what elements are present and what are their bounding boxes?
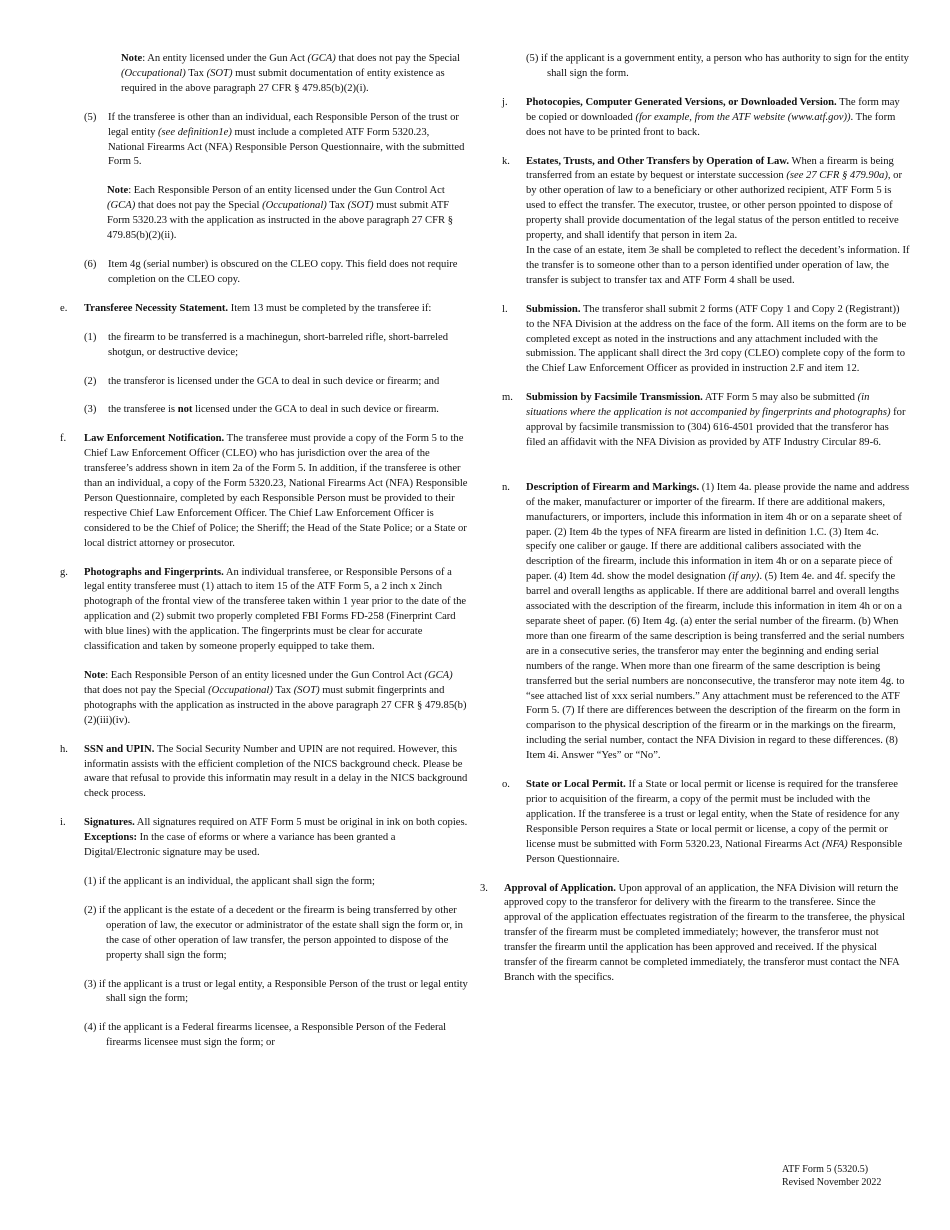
section-l: l. Submission. The transferor shall submit 2 forms (ATF Copy 1 and Copy 2 (Registrant)) to the NFA Division at the address on the face of the form. All items on the form are to be completed except as noted in the instructions and any attachment included with the submission. The applicant shall direct the 3rd copy (CLEO) complete copy of the form to the Chief Law Enforcement Officer as provided in instruction 2.F and item 12.	[502, 303, 907, 375]
section-k: k. Estates, Trusts, and Other Transfers by Operation of Law. When a firearm is being transferred from an estate by bequest or interstate succession (see 27 CFR § 479.90a), or by other operation of law to a beneficiary or other authorized recipient, ATF Form 5 is used to effect the transfer. The executor, trustee, or other person ppointed to dispose of property shall provide documentation of the legal status of the person entitled to receive property, and shall identify that person in item 2a. In the case of an estate, item 3e shall be completed to reflect the decedent’s information. If the transfer is to someone other than to a person identified under operation of law, the transfer is subject to transfer tax and ATF Form 4 shall be used.	[502, 155, 910, 286]
item-e2: (2) the transferor is licensed under the GCA to deal in such device or firearm; and	[84, 375, 440, 387]
note-fingerprints: Note: Each Responsible Person of an entity licesned under the Gun Control Act (GCA) that does not pay the Special (Occupational) Tax (SOT) must submit fingerprints and photographs with the application as instructed in the above paragraph 27 CFR § 479.85(b)(2)(iii)(iv).	[84, 670, 467, 726]
section-f: f. Law Enforcement Notification. The transferee must provide a copy of the Form 5 to the Chief Law Enforcement Officer (CLEO) who has jurisdiction over the area of the transferee’s address shown in item 2a of the Form 5. In addition, if the transferee is other than an individual, a copy of the Form 5320.23, National Firearms Act (NFA) Responsible Person Questionnaire, completed by each Responsible Person must be provided to their respective Chief Law Enforcement Officer. The Chief Law Enforcement Officer is considered to be the Chief of Police; the Sheriff; the Head of the State Police; or a State or local district attorney or prosecutor.	[60, 433, 468, 549]
section-e: e. Transferee Necessity Statement. Item 13 must be completed by the transferee if: (1) the firearm to be transferred is a machinegun, short-barreled rifle, short-barreled shotgun, or destructive device; (2) the transferor is licensed under the GCA to deal in such device or firearm; and (3) the transferee is not licensed under the GCA to deal in such device or firearm.	[60, 302, 468, 419]
section-h: h. SSN and UPIN. The Social Security Number and UPIN are not required. However, this informatin assists with the efficient completion of the NICS background check. Please be aware that refusal to provide this informatin may result in a delay in the NICS background check process.	[60, 743, 468, 800]
section-n: n. Description of Firearm and Markings. (1) Item 4a. please provide the name and address of the maker, manufacturer or importer of the firearm. If there are additional makers, manufacturers, or importers, include this information in item 4h or on a separate sheet of paper. (2) Item 4b the types of NFA firearm are listed in definition 1.C. (3) Item 4c. specify one caliber or gauge. If there are additional calibers associated with the description of the firearm, include this information in item 4h or on a separate piece of paper. (4) Item 4d. show the model designation (if any). (5) Item 4e. and 4f. specify the barrel and overall lengths as applicable. If there are additional barrel and overall lengths associated with the description of the firearm, include this information in item 4h or on a separate sheet of paper. (6) Item 4g. (a) enter the serial number of the firearm. (b) When more than one firearm of the same description is being transferred and the serial numbers are in a consecutive series, the transferor may enter the beginning and ending serial numbers of the range. When more than one firearm of the same description is being transferred but the serial numbers are nonconsecutive, the transferor may note item 4g. to “see attached list of xxx serial numbers.” Any attachment must be referenced to the ATF Form 5. (7) If there are differences between the description of the firearm on the form in comparison to the physical description of the firearm or in the markings on the firearm, including the serial number, contact the NFA Division in regard to these differences. (8) Item 4i. Answer “Yes” or “No”.	[502, 481, 910, 762]
section-g: g. Photographs and Fingerprints. An individual transferee, or Responsible Persons of a legal entity transferee must (1) attach to item 15 of the ATF Form 5, a 2 inch x 2inch photograph of the frontal view of the transferee taken within 1 year prior to the date of the application and (2) submit two properly completed FBI Forms FD-258 (Finerprint Card with blue lines) with the application. The fingerprints must be clear for accurate classification and taken by someone properly equipped to take them. Note: Each Responsible Person of an entity licesned under the Gun Control Act (GCA) that does not pay the Special (Occupational) Tax (SOT) must submit fingerprints and photographs with the application as instructed in the above paragraph 27 CFR § 479.85(b)(2)(iii)(iv).	[60, 566, 468, 729]
item-d6: (6) Item 4g (serial number) is obscured on the CLEO copy. This field does not require completion on the CLEO copy.	[84, 258, 458, 285]
note-responsible-person: Note: Each Responsible Person of an entity licensed under the Gun Control Act (GCA) that does not pay the Special (Occupational) Tax (SOT) must submit ATF Form 5320.23 with the application as instructed in the above paragraph 27 CFR § 479.85(b)(2)(ii).	[107, 185, 453, 242]
section-m: m. Submission by Facsimile Transmission. ATF Form 5 may also be submitted (in situations where the application is not accompanied by fingerprints and photographs) for approval by facsimile transmission to (304) 616-4501 provided that the transferor has filed an affidavit with the NFA Division as provided by ATF Industry Circular 89-6.	[502, 392, 906, 448]
section-3-approval: 3. Approval of Application. Upon approval of an application, the NFA Division will return the approved copy to the transferor for delivery with the firearm to the transferee. Since the approval of the application effectuates registration of the firearm to the transferee, the physical transfer of the firearm must be completed immediately; however, the transferor must not transfer the firearm until the application has been approved and received. If the physical transfer of the firearm cannot be completed immediately, the transferor must contact the NFA Branch with the specifics.	[480, 882, 906, 983]
section-i: i. Signatures. All signatures required on ATF Form 5 must be original in ink on both copies. Exceptions: In the case of eforms or where a variance has been granted a Digital/Electronic signature may be used. (1) if the applicant is an individual, the applicant shall sign the form; (2) if the applicant is the estate of a decedent or the firearm is being transferred by other operation of law, the executor or administrator of the estate shall sign the form or, in the case of other operation of law transfer, the person appointed to dispose of the property shall sign the form; (3) if the applicant is a trust or legal entity, a Responsible Person of the trust or legal entity shall sign the form; (4) if the applicant is a Federal firearms licensee, a Responsible Person of the Federal firearms licensee must sign the form; or	[60, 816, 468, 1051]
revision-date: Revised November 2022	[782, 1177, 882, 1188]
form-number: ATF Form 5 (5320.5)	[782, 1164, 869, 1175]
item-i3: (3) if the applicant is a trust or legal entity, a Responsible Person of the trust or legal entity shall sign the form;	[84, 978, 468, 1005]
item-e3: (3) the transferee is not licensed under the GCA to deal in such device or firearm.	[84, 404, 439, 416]
item-e1: (1) the firearm to be transferred is a machinegun, short-barreled rifle, short-barreled shotgun, or destructive device;	[84, 331, 449, 358]
right-column	[480, 52, 910, 986]
section-o: o. State or Local Permit. If a State or local permit or license is required for the transferee prior to acquisition of the firearm, a copy of the permit must be included with the application. If the transferee is a trust or legal entity, when the State of residence for any Responsible Person requires a State or local permit or license, a copy of the permit or license must be submitted with Form 5320.23, National Firearms Act (NFA) Responsible Person Questionnaire.	[502, 779, 903, 865]
left-column	[60, 52, 468, 1051]
item-d5: (5) If the transferee is other than an individual, each Responsible Person of the trust or legal entity (see definition1e) must include a completed ATF Form 5320.23, National Firearms Act (NFA) Responsible Person Questionnaire, with the submitted Form 5.	[84, 111, 465, 168]
item-i2: (2) if the applicant is the estate of a decedent or the firearm is being transferred by other operation of law, the executor or administrator of the estate shall sign the form or, in the case of other operation of law transfer, the person appointed to dispose of the property shall sign the form;	[84, 904, 463, 961]
form-footer	[782, 1163, 881, 1189]
item-i4: (4) if the applicant is a Federal firearms licensee, a Responsible Person of the Federal firearms licensee must sign the form; or	[84, 1022, 447, 1049]
item-i5: (5) if the applicant is a government entity, a person who has authority to sign for the entity shall sign the form.	[526, 53, 909, 79]
section-j: j. Photocopies, Computer Generated Versions, or Downloaded Version. The form may be copied or downloaded (for example, from the ATF website (www.atf.gov)). The form does not have to be printed front to back.	[502, 96, 900, 138]
note-entity-documentation: Note: An entity licensed under the Gun Act (GCA) that does not pay the Special (Occupational) Tax (SOT) must submit documentation of entity existence as required in the above paragraph 27 CFR § 479.85(b)(2)(i).	[121, 53, 460, 94]
item-i1: (1) if the applicant is an individual, the applicant shall sign the form;	[84, 875, 375, 887]
